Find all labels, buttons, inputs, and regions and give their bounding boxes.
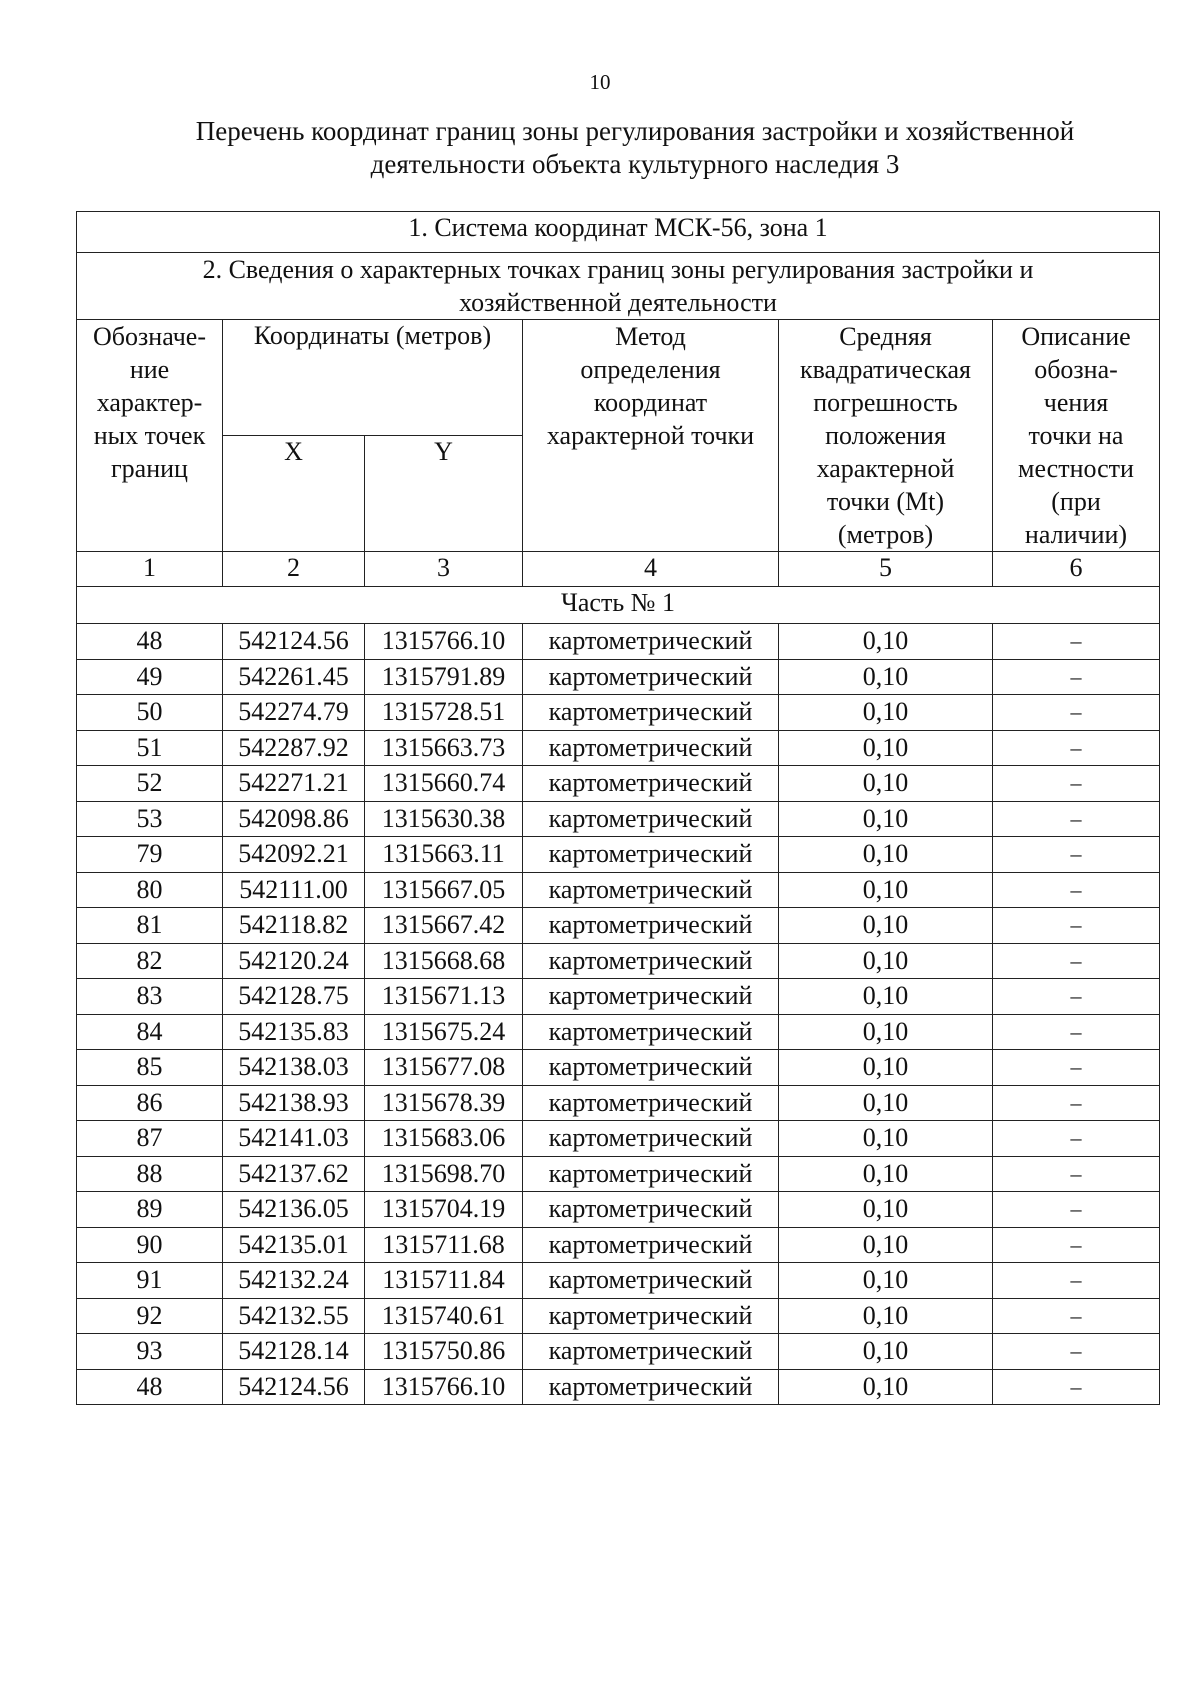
header-line: чения — [1043, 388, 1109, 417]
coordinate-system-row — [77, 212, 1160, 253]
method-cell: картометрический — [523, 1298, 779, 1334]
table-row — [77, 1298, 1160, 1334]
header-line: положения — [825, 421, 946, 450]
point-number-cell: 92 — [77, 1298, 223, 1334]
point-number-cell: 85 — [77, 1050, 223, 1086]
header-line: ных точек — [93, 421, 206, 450]
description-cell: – — [993, 695, 1160, 731]
y-coordinate-cell: 1315766.10 — [365, 1369, 523, 1405]
point-number-cell: 93 — [77, 1334, 223, 1370]
table-row — [77, 1050, 1160, 1086]
table-row — [77, 624, 1160, 660]
table-row — [77, 1014, 1160, 1050]
description-cell: – — [993, 1298, 1160, 1334]
header-point-designation — [77, 320, 223, 552]
method-cell: картометрический — [523, 659, 779, 695]
header-line: Обозначе- — [93, 322, 206, 351]
method-cell: картометрический — [523, 943, 779, 979]
x-coordinate-cell: 542137.62 — [223, 1156, 365, 1192]
section-info-cell — [77, 253, 1160, 320]
error-cell: 0,10 — [779, 1369, 993, 1405]
description-cell: – — [993, 1263, 1160, 1299]
method-cell: картометрический — [523, 979, 779, 1015]
point-number-cell: 91 — [77, 1263, 223, 1299]
error-cell: 0,10 — [779, 659, 993, 695]
point-number-cell: 81 — [77, 908, 223, 944]
error-cell: 0,10 — [779, 1334, 993, 1370]
method-cell: картометрический — [523, 908, 779, 944]
table-row — [77, 979, 1160, 1015]
error-cell: 0,10 — [779, 1227, 993, 1263]
y-coordinate-cell: 1315711.68 — [365, 1227, 523, 1263]
header-point-description — [993, 320, 1160, 552]
x-coordinate-cell: 542098.86 — [223, 801, 365, 837]
method-cell: картометрический — [523, 624, 779, 660]
error-cell: 0,10 — [779, 730, 993, 766]
y-coordinate-cell: 1315663.73 — [365, 730, 523, 766]
y-coordinate-cell: 1315668.68 — [365, 943, 523, 979]
coordinates-table — [76, 211, 1160, 1405]
description-cell: – — [993, 1014, 1160, 1050]
y-coordinate-cell: 1315704.19 — [365, 1192, 523, 1228]
error-cell: 0,10 — [779, 766, 993, 802]
y-coordinate-cell: 1315711.84 — [365, 1263, 523, 1299]
header-line: наличии) — [1024, 520, 1128, 549]
table-row — [77, 766, 1160, 802]
description-cell: – — [993, 943, 1160, 979]
description-cell: – — [993, 837, 1160, 873]
column-number: 5 — [779, 552, 993, 587]
table-row — [77, 872, 1160, 908]
error-cell: 0,10 — [779, 1121, 993, 1157]
description-cell: – — [993, 1050, 1160, 1086]
header-y: Y — [365, 436, 523, 552]
method-cell: картометрический — [523, 1227, 779, 1263]
header-line: координат — [593, 388, 708, 417]
description-cell: – — [993, 908, 1160, 944]
description-cell: – — [993, 659, 1160, 695]
page-number: 10 — [589, 70, 611, 94]
x-coordinate-cell: 542118.82 — [223, 908, 365, 944]
error-cell: 0,10 — [779, 1014, 993, 1050]
coordinate-system-cell: 1. Система координат МСК-56, зона 1 — [77, 212, 1160, 253]
x-coordinate-cell: 542274.79 — [223, 695, 365, 731]
error-cell: 0,10 — [779, 1263, 993, 1299]
x-coordinate-cell: 542111.00 — [223, 872, 365, 908]
header-line: (метров) — [837, 520, 934, 549]
y-coordinate-cell: 1315671.13 — [365, 979, 523, 1015]
table-row — [77, 1334, 1160, 1370]
point-number-cell: 89 — [77, 1192, 223, 1228]
method-cell: картометрический — [523, 1156, 779, 1192]
error-cell: 0,10 — [779, 908, 993, 944]
method-cell: картометрический — [523, 766, 779, 802]
point-number-cell: 52 — [77, 766, 223, 802]
x-coordinate-cell: 542132.24 — [223, 1263, 365, 1299]
description-cell: – — [993, 766, 1160, 802]
section-info-line-1: 2. Сведения о характерных точках границ зоны регулирования застройки и — [202, 255, 1034, 284]
method-cell: картометрический — [523, 1121, 779, 1157]
header-x: X — [223, 436, 365, 552]
point-number-cell: 83 — [77, 979, 223, 1015]
x-coordinate-cell: 542141.03 — [223, 1121, 365, 1157]
table-row — [77, 801, 1160, 837]
method-cell: картометрический — [523, 1263, 779, 1299]
header-line: Метод — [615, 322, 686, 351]
point-number-cell: 50 — [77, 695, 223, 731]
header-line: обозна- — [1034, 355, 1118, 384]
x-coordinate-cell: 542136.05 — [223, 1192, 365, 1228]
description-cell: – — [993, 1192, 1160, 1228]
table-row — [77, 1227, 1160, 1263]
description-cell: – — [993, 1085, 1160, 1121]
point-number-cell: 53 — [77, 801, 223, 837]
document-title — [150, 115, 1120, 181]
table-row — [77, 1121, 1160, 1157]
y-coordinate-cell: 1315667.05 — [365, 872, 523, 908]
point-number-cell: 79 — [77, 837, 223, 873]
header-line: местности — [1018, 454, 1134, 483]
y-coordinate-cell: 1315740.61 — [365, 1298, 523, 1334]
table-row — [77, 1369, 1160, 1405]
header-line: характерной — [816, 454, 955, 483]
method-cell: картометрический — [523, 695, 779, 731]
error-cell: 0,10 — [779, 837, 993, 873]
y-coordinate-cell: 1315630.38 — [365, 801, 523, 837]
description-cell: – — [993, 624, 1160, 660]
y-coordinate-cell: 1315660.74 — [365, 766, 523, 802]
description-cell: – — [993, 1334, 1160, 1370]
x-coordinate-cell: 542271.21 — [223, 766, 365, 802]
description-cell: – — [993, 801, 1160, 837]
header-line: характер- — [96, 388, 203, 417]
header-mean-square-error — [779, 320, 993, 552]
method-cell: картометрический — [523, 730, 779, 766]
header-row-1 — [77, 320, 1160, 436]
header-line: погрешность — [813, 388, 958, 417]
header-line: точки (Mt) — [826, 487, 945, 516]
y-coordinate-cell: 1315698.70 — [365, 1156, 523, 1192]
description-cell: – — [993, 1227, 1160, 1263]
header-line: Средняя — [839, 322, 932, 351]
x-coordinate-cell: 542120.24 — [223, 943, 365, 979]
description-cell: – — [993, 1156, 1160, 1192]
method-cell: картометрический — [523, 872, 779, 908]
error-cell: 0,10 — [779, 979, 993, 1015]
method-cell: картометрический — [523, 801, 779, 837]
x-coordinate-cell: 542124.56 — [223, 624, 365, 660]
point-number-cell: 48 — [77, 1369, 223, 1405]
y-coordinate-cell: 1315677.08 — [365, 1050, 523, 1086]
description-cell: – — [993, 1121, 1160, 1157]
column-number: 4 — [523, 552, 779, 587]
table-row — [77, 695, 1160, 731]
error-cell: 0,10 — [779, 801, 993, 837]
header-line: характерной точки — [546, 421, 755, 450]
column-number: 6 — [993, 552, 1160, 587]
error-cell: 0,10 — [779, 1192, 993, 1228]
header-line: (при — [1051, 487, 1101, 516]
table-row — [77, 1156, 1160, 1192]
point-number-cell: 49 — [77, 659, 223, 695]
x-coordinate-cell: 542128.14 — [223, 1334, 365, 1370]
description-cell: – — [993, 1369, 1160, 1405]
header-line: квадратическая — [799, 355, 972, 384]
method-cell: картометрический — [523, 1334, 779, 1370]
table-row — [77, 659, 1160, 695]
table-row — [77, 1263, 1160, 1299]
table-row — [77, 943, 1160, 979]
table-row — [77, 1085, 1160, 1121]
error-cell: 0,10 — [779, 624, 993, 660]
x-coordinate-cell: 542132.55 — [223, 1298, 365, 1334]
description-cell: – — [993, 730, 1160, 766]
y-coordinate-cell: 1315675.24 — [365, 1014, 523, 1050]
column-number: 2 — [223, 552, 365, 587]
y-coordinate-cell: 1315766.10 — [365, 624, 523, 660]
error-cell: 0,10 — [779, 872, 993, 908]
part-row — [77, 587, 1160, 624]
x-coordinate-cell: 542261.45 — [223, 659, 365, 695]
y-coordinate-cell: 1315683.06 — [365, 1121, 523, 1157]
column-number-row — [77, 552, 1160, 587]
section-info-row — [77, 253, 1160, 320]
header-coordinates: Координаты (метров) — [223, 320, 523, 436]
point-number-cell: 88 — [77, 1156, 223, 1192]
header-line: определения — [580, 355, 721, 384]
error-cell: 0,10 — [779, 1050, 993, 1086]
y-coordinate-cell: 1315678.39 — [365, 1085, 523, 1121]
title-line-2: деятельности объекта культурного наследия 3 — [370, 149, 900, 179]
method-cell: картометрический — [523, 1192, 779, 1228]
y-coordinate-cell: 1315791.89 — [365, 659, 523, 695]
point-number-cell: 51 — [77, 730, 223, 766]
error-cell: 0,10 — [779, 943, 993, 979]
column-number: 3 — [365, 552, 523, 587]
header-line: ние — [129, 355, 170, 384]
point-number-cell: 80 — [77, 872, 223, 908]
description-cell: – — [993, 979, 1160, 1015]
header-line: границ — [111, 454, 188, 483]
method-cell: картометрический — [523, 1014, 779, 1050]
method-cell: картометрический — [523, 1085, 779, 1121]
point-number-cell: 86 — [77, 1085, 223, 1121]
point-number-cell: 84 — [77, 1014, 223, 1050]
y-coordinate-cell: 1315750.86 — [365, 1334, 523, 1370]
y-coordinate-cell: 1315728.51 — [365, 695, 523, 731]
header-method — [523, 320, 779, 552]
description-cell: – — [993, 872, 1160, 908]
table-row — [77, 1192, 1160, 1228]
table-row — [77, 730, 1160, 766]
x-coordinate-cell: 542287.92 — [223, 730, 365, 766]
column-number: 1 — [77, 552, 223, 587]
x-coordinate-cell: 542138.93 — [223, 1085, 365, 1121]
error-cell: 0,10 — [779, 1298, 993, 1334]
point-number-cell: 48 — [77, 624, 223, 660]
point-number-cell: 87 — [77, 1121, 223, 1157]
method-cell: картометрический — [523, 1050, 779, 1086]
error-cell: 0,10 — [779, 1085, 993, 1121]
method-cell: картометрический — [523, 1369, 779, 1405]
table-row — [77, 837, 1160, 873]
x-coordinate-cell: 542138.03 — [223, 1050, 365, 1086]
error-cell: 0,10 — [779, 695, 993, 731]
x-coordinate-cell: 542124.56 — [223, 1369, 365, 1405]
point-number-cell: 90 — [77, 1227, 223, 1263]
error-cell: 0,10 — [779, 1156, 993, 1192]
part-label: Часть № 1 — [77, 587, 1160, 624]
method-cell: картометрический — [523, 837, 779, 873]
x-coordinate-cell: 542135.01 — [223, 1227, 365, 1263]
table-body — [77, 624, 1160, 1405]
header-line: Описание — [1021, 322, 1131, 351]
x-coordinate-cell: 542092.21 — [223, 837, 365, 873]
y-coordinate-cell: 1315667.42 — [365, 908, 523, 944]
x-coordinate-cell: 542128.75 — [223, 979, 365, 1015]
title-line-1: Перечень координат границ зоны регулирования застройки и хозяйственной — [195, 116, 1075, 146]
y-coordinate-cell: 1315663.11 — [365, 837, 523, 873]
header-line: точки на — [1028, 421, 1124, 450]
x-coordinate-cell: 542135.83 — [223, 1014, 365, 1050]
table-row — [77, 908, 1160, 944]
section-info-line-2: хозяйственной деятельности — [459, 288, 777, 317]
point-number-cell: 82 — [77, 943, 223, 979]
